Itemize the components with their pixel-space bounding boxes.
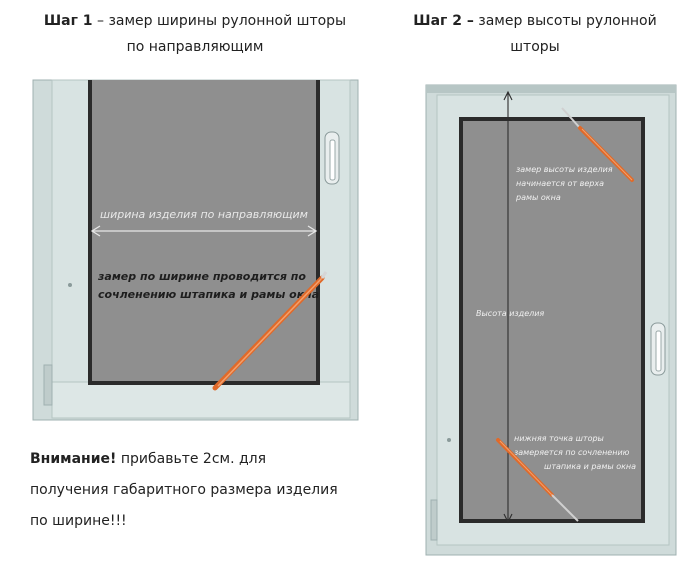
bottom-note-line2: замеряется по сочленению bbox=[514, 448, 630, 457]
window2-top-bar bbox=[426, 85, 676, 93]
height-label: Высота изделия bbox=[476, 309, 545, 318]
step1-label: Шаг 1 bbox=[43, 13, 93, 29]
window2-handle bbox=[651, 323, 665, 375]
attention-line2: получения габаритного размера изделия bbox=[30, 482, 338, 498]
step2-text-line1: замер высоты рулонной bbox=[473, 13, 657, 29]
step2-label: Шаг 2 – bbox=[413, 13, 474, 29]
step1-text-line2: по направляющим bbox=[126, 39, 264, 55]
step2-text-line2: шторы bbox=[510, 39, 560, 55]
width-note-line2: сочленению штапика и рамы окна bbox=[98, 288, 320, 301]
bottom-note-line3: штапика и рамы окна bbox=[544, 462, 637, 471]
attention-line1: прибавьте 2см. для bbox=[116, 451, 267, 467]
window2-lock-mark bbox=[447, 438, 451, 442]
window2-hinge bbox=[431, 500, 437, 540]
bottom-note-line1: нижняя точка шторы bbox=[514, 434, 604, 443]
step1-text-line1: – замер ширины рулонной шторы bbox=[92, 13, 347, 29]
attention-note bbox=[30, 444, 360, 537]
top-note-line2: начинается от верха bbox=[516, 179, 604, 188]
width-label: ширина изделия по направляющим bbox=[100, 208, 308, 221]
width-note-line1: замер по ширине проводится по bbox=[98, 270, 306, 283]
attention-line3: по ширине!!! bbox=[30, 513, 127, 529]
top-note-line3: рамы окна bbox=[516, 193, 561, 202]
top-note-line1: замер высоты изделия bbox=[516, 165, 613, 174]
attention-label: Внимание! bbox=[30, 451, 117, 467]
